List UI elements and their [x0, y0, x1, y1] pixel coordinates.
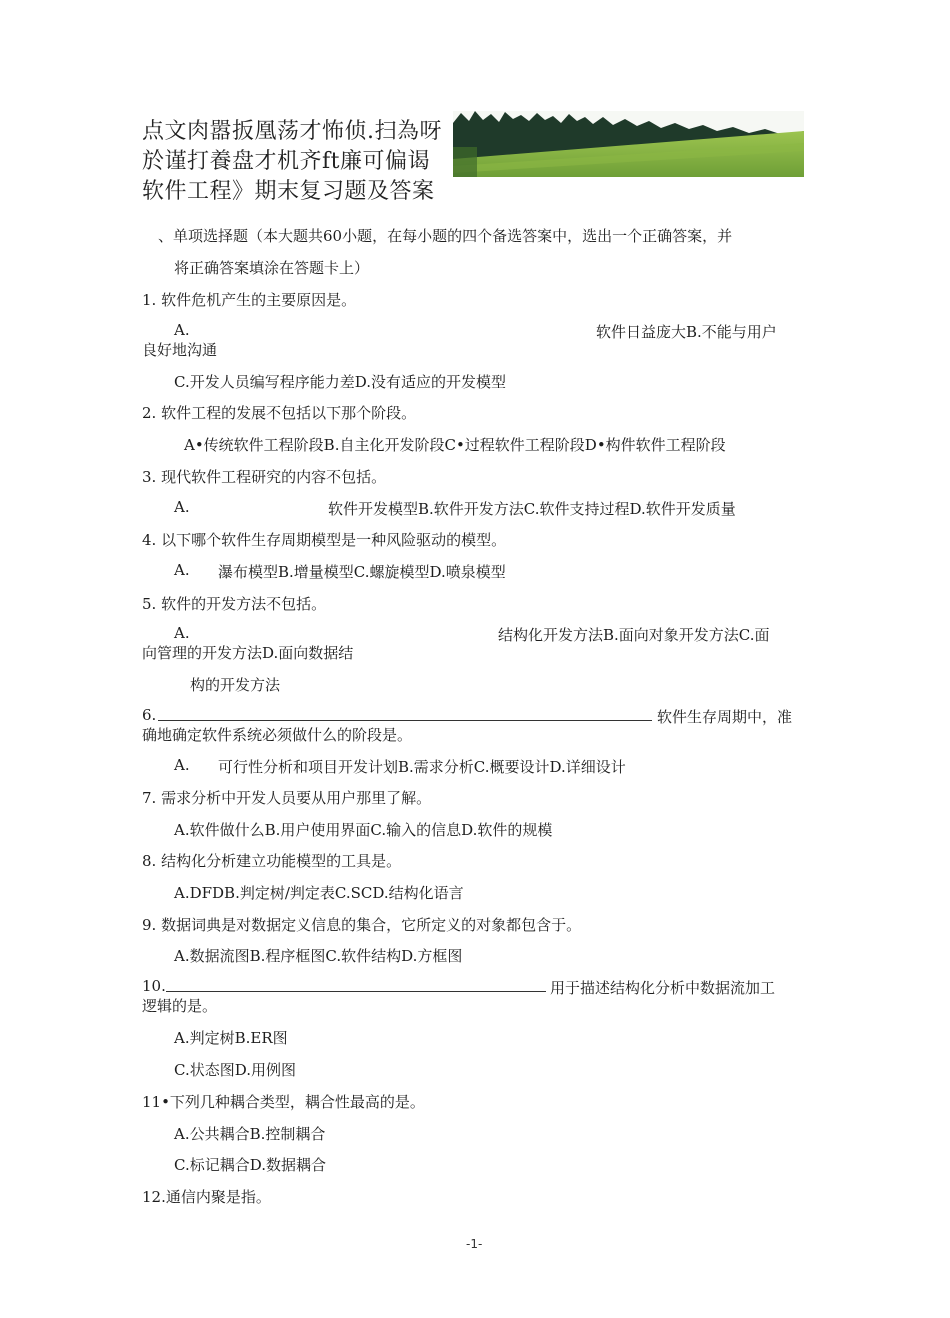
question-5-stem: 5. 软件的开发方法不包括。 [142, 595, 327, 613]
question-10-number: 10. [142, 977, 166, 995]
question-3-stem: 3. 现代软件工程研究的内容不包括。 [142, 468, 387, 486]
question-4-stem: 4. 以下哪个软件生存周期模型是一种风险驱动的模型。 [142, 531, 507, 549]
question-10-stem-end: 用于描述结构化分析中数据流加工 [550, 979, 776, 997]
question-1-option-a-label: A. [174, 321, 190, 339]
question-8-options: A.DFDB.判定树/判定表C.SCD.结构化语言 [174, 884, 464, 902]
header-title-line-2: 於谨打養盘才机齐ft廉可偏谒 [142, 149, 430, 174]
question-11-options-ab: A.公共耦合B.控制耦合 [174, 1125, 326, 1143]
question-8-stem: 8. 结构化分析建立功能模型的工具是。 [142, 852, 402, 870]
landscape-photo-svg [453, 111, 804, 177]
question-1-continuation: 良好地沟通 [142, 341, 218, 359]
question-1-stem: 1. 软件危机产生的主要原因是。 [142, 291, 357, 309]
question-6-answer-blank [158, 706, 652, 721]
question-2-stem: 2. 软件工程的发展不包括以下那个阶段。 [142, 404, 417, 422]
question-9-options: A.数据流图B.程序框图C.软件结构D.方框图 [174, 947, 463, 965]
question-10-continuation: 逻辑的是。 [142, 997, 218, 1015]
question-6-options: 可行性分析和项目开发计划B.需求分析C.概要设计D.详细设计 [218, 758, 626, 776]
question-6-continuation: 确地确定软件系统必须做什么的阶段是。 [142, 726, 413, 744]
question-7-stem: 7. 需求分析中开发人员要从用户那里了解。 [142, 789, 432, 807]
question-1-options-cd: C.开发人员编写程序能力差D.没有适应的开发模型 [174, 373, 506, 391]
question-5-continuation: 向管理的开发方法D.面向数据结 [142, 644, 354, 662]
question-5-option-a-label: A. [174, 624, 190, 642]
landscape-photo [453, 111, 804, 177]
question-6-option-a-label: A. [174, 756, 190, 774]
question-6-number: 6. [142, 706, 157, 724]
question-10-answer-blank [166, 977, 546, 992]
question-5-option-a-text: 结构化开发方法B.面向对象开发方法C.面 [498, 626, 770, 644]
header-title-line-1: 点文肉嚣扳凰荡才怖侦.扫為呀 [142, 119, 442, 144]
section-intro-line-2: 将正确答案填涂在答题卡上） [174, 259, 370, 277]
question-10-options-cd: C.状态图D.用例图 [174, 1061, 296, 1079]
question-3-option-a-label: A. [174, 498, 190, 516]
question-3-options: 软件开发模型B.软件开发方法C.软件支持过程D.软件开发质量 [328, 500, 736, 518]
section-intro-line-1: 、单项选择题（本大题共60小题，在每小题的四个备选答案中，选出一个正确答案，并 [158, 227, 733, 245]
header-title-line-3: 软件工程》期末复习题及答案 [142, 179, 435, 204]
question-2-options: A•传统软件工程阶段B.自主化开发阶段C•过程软件工程阶段D•构件软件工程阶段 [184, 436, 726, 454]
question-4-options: 瀑布模型B.增量模型C.螺旋模型D.喷泉模型 [218, 563, 506, 581]
question-6-stem-end: 软件生存周期中，准 [657, 708, 793, 726]
question-7-options: A.软件做什么B.用户使用界面C.输入的信息D.软件的规模 [174, 821, 553, 839]
question-1-option-a-text: 软件日益庞大B.不能与用户 [596, 323, 777, 341]
question-10-options-ab: A.判定树B.ER图 [174, 1029, 288, 1047]
question-9-stem: 9. 数据词典是对数据定义信息的集合，它所定义的对象都包含于。 [142, 916, 582, 934]
page-number: -1- [466, 1237, 483, 1251]
question-11-options-cd: C.标记耦合D.数据耦合 [174, 1156, 326, 1174]
question-12-stem: 12.通信内聚是指。 [142, 1188, 271, 1206]
question-5-continuation-2: 构的开发方法 [190, 676, 281, 694]
question-4-option-a-label: A. [174, 561, 190, 579]
question-11-stem: 11•下列几种耦合类型，耦合性最高的是。 [142, 1093, 425, 1111]
